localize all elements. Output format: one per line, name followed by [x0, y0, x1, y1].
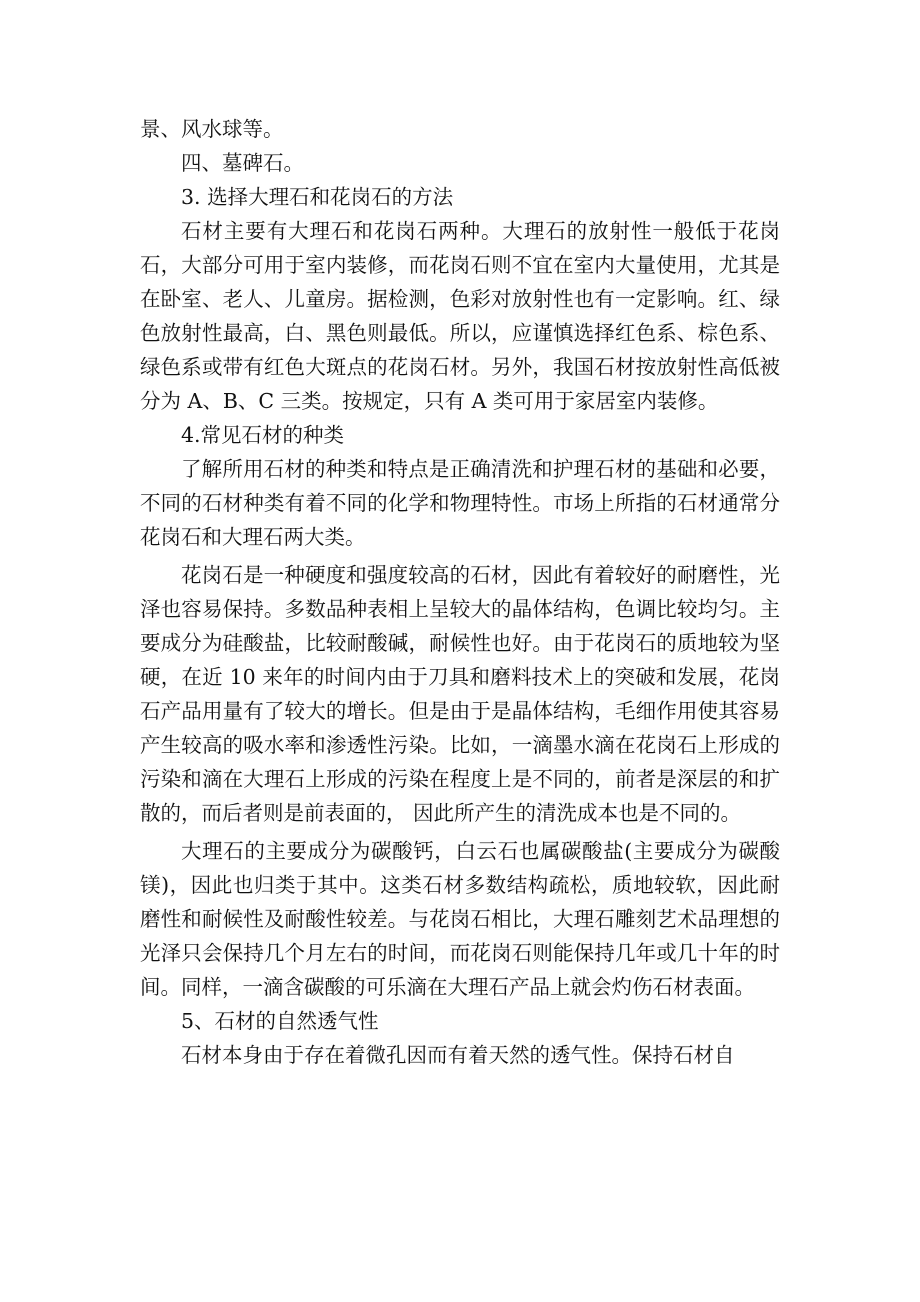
document-body [140, 112, 780, 1072]
paragraph-continuation: 景、风水球等。 [140, 117, 284, 141]
paragraph-breathability: 石材本身由于存在着微孔因而有着天然的透气性。保持石材自 [181, 1043, 735, 1067]
section-heading-3: 3. 选择大理石和花岗石的方法 [181, 185, 454, 209]
paragraph-granite: 花岗石是一种硬度和强度较高的石材，因此有着较好的耐磨性，光泽也容易保持。多数品种表相上呈较大的晶体结构，色调比较均匀。主要成分为硅酸盐，比较耐酸碱，耐候性也好。由于花岗石的质地较为坚硬，在近 10 来年的时间内由于刀具和磨料技术上的突破和发展，花岗石产品用量有了较大的增长。但是由于是晶体结构，毛细作用使其容易产生较高的吸水率和渗透性污染。比如，一滴墨水滴在花岗石上形成的污染和滴在大理石上形成的污染在程度上是不同的，前者是深层的和扩散的，而后者则是前表面的， 因此所产生的清洗成本也是不同的。 [140, 563, 780, 825]
paragraph-selection-method: 石材主要有大理石和花岗石两种。大理石的放射性一般低于花岗石，大部分可用于室内装修，而花岗石则不宜在室内大量使用，尤其是在卧室、老人、儿童房。据检测，色彩对放射性也有一定影响。红、绿色放射性最高，白、黑色则最低。所以，应谨慎选择红色系、棕色系、绿色系或带有红色大斑点的花岗石材。另外，我国石材按放射性高低被分为 A、B、C 三类。按规定，只有 A 类可用于家居室内装修。 [140, 219, 780, 413]
section-heading-5: 5、石材的自然透气性 [181, 1009, 379, 1033]
list-item-tombstone: 四、墓碑石。 [181, 151, 304, 175]
paragraph-stone-types: 了解所用石材的种类和特点是正确清洗和护理石材的基础和必要，不同的石材种类有着不同的化学和物理特性。市场上所指的石材通常分花岗石和大理石两大类。 [140, 457, 780, 549]
paragraph-marble: 大理石的主要成分为碳酸钙，白云石也属碳酸盐(主要成分为碳酸镁)，因此也归类于其中。这类石材多数结构疏松，质地较软，因此耐磨性和耐候性及耐酸性较差。与花岗石相比，大理石雕刻艺术品理想的光泽只会保持几个月左右的时间，而花岗石则能保持几年或几十年的时间。同样，一滴含碳酸的可乐滴在大理石产品上就会灼伤石材表面。 [140, 839, 780, 999]
section-heading-4: 4.常见石材的种类 [181, 423, 345, 447]
